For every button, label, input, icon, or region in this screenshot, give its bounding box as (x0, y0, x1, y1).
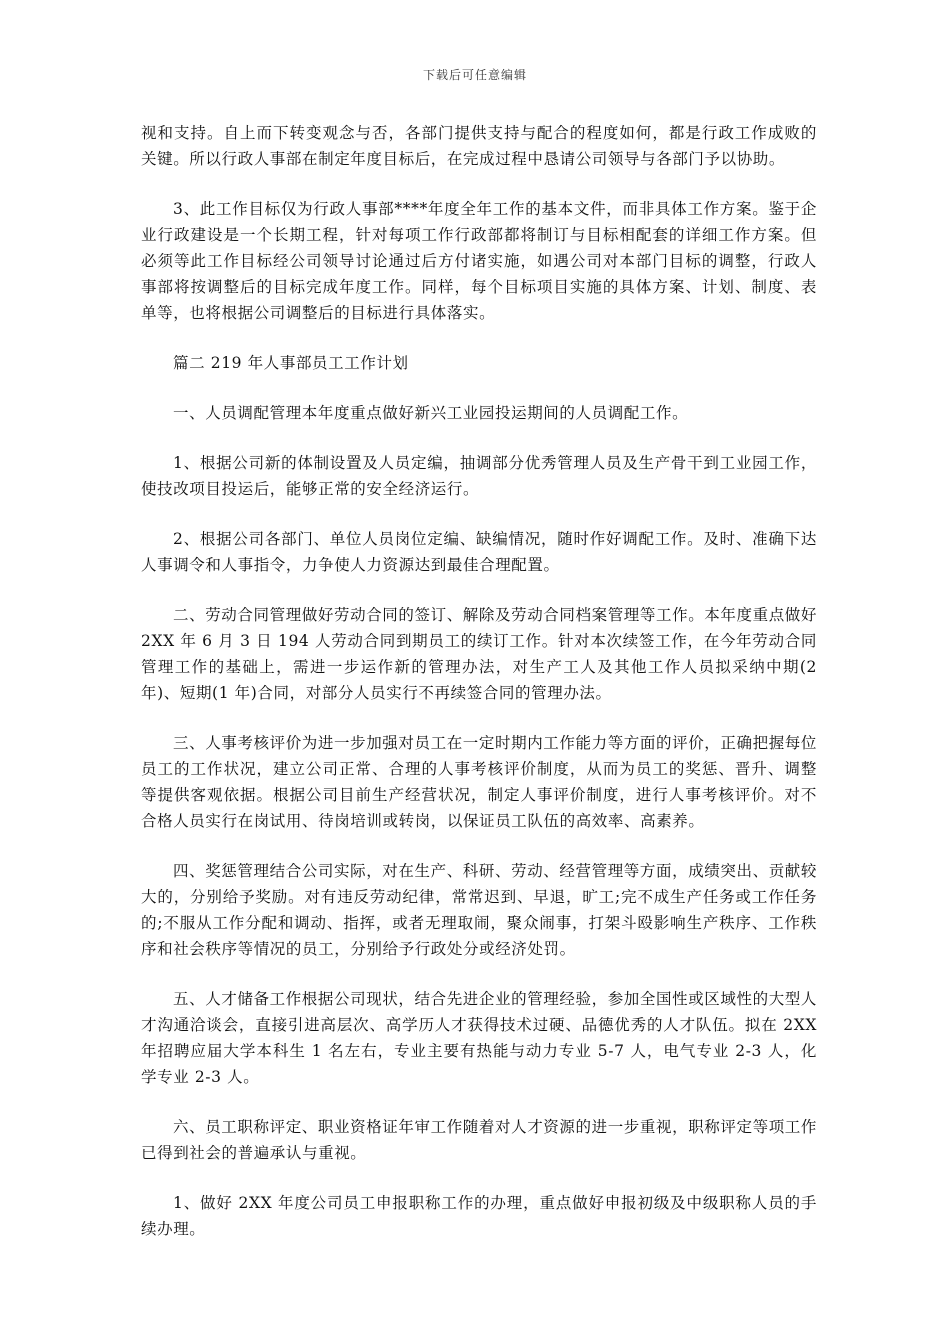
paragraph-allocation-item-2: 2、根据公司各部门、单位人员岗位定编、缺编情况，随时作好调配工作。及时、准确下达人事调令和人事指令，力争使人力资源达到最佳合理配置。 (141, 530, 817, 574)
paragraph-personnel-evaluation: 三、人事考核评价为进一步加强对员工在一定时期内工作能力等方面的评价，正确把握每位员工的工作状况，建立公司正常、合理的人事考核评价制度，从而为员工的奖惩、晋升、调整等提供客观依据。根据公司目前生产经营状况，制定人事评价制度，进行人事考核评价。对不合格人员实行在岗试用、待岗培训或转岗，以保证员工队伍的高效率、高素养。 (141, 734, 818, 830)
paragraph-title-evaluation: 六、员工职称评定、职业资格证年审工作随着对人才资源的进一步重视，职称评定等项工作已得到社会的普遍承认与重视。 (141, 1118, 818, 1162)
section-title: 篇二 219 年人事部员工工作计划 (173, 354, 409, 372)
paragraph-rewards-penalties: 四、奖惩管理结合公司实际，对在生产、科研、劳动、经营管理等方面，成绩突出、贡献较大的，分别给予奖励。对有违反劳动纪律，常常迟到、早退，旷工;完不成生产任务或工作任务的;不服从工作分配和调动、指挥，或者无理取闹，聚众闹事，打架斗殴影响生产秩序、工作秩序和社会秩序等情况的员工，分别给予行政处分或经济处罚。 (141, 862, 818, 958)
page-header: 下载后可任意编辑 (422, 68, 527, 82)
paragraph-continuation: 视和支持。自上而下转变观念与否，各部门提供支持与配合的程度如何，都是行政工作成败的关键。所以行政人事部在制定年度目标后，在完成过程中恳请公司领导与各部门予以协助。 (141, 124, 817, 168)
paragraph-allocation-item-1: 1、根据公司新的体制设置及人员定编，抽调部分优秀管理人员及生产骨干到工业园工作，使技改项目投运后，能够正常的安全经济运行。 (141, 454, 817, 498)
document-body (141, 120, 817, 1266)
paragraph-personnel-allocation: 一、人员调配管理本年度重点做好新兴工业园投运期间的人员调配工作。 (173, 404, 689, 422)
paragraph-talent-reserve: 五、人才储备工作根据公司现状，结合先进企业的管理经验，参加全国性或区域性的大型人才沟通洽谈会，直接引进高层次、高学历人才获得技术过硬、品德优秀的人才队伍。拟在 2XX 年招聘应届大学本科生 1 名左右，专业主要有热能与动力专业 5-7 人，电气专业 2-3 人，化学专业 2-3 人。 (141, 990, 818, 1086)
paragraph-item-3: 3、此工作目标仅为行政人事部****年度全年工作的基本文件，而非具体工作方案。鉴于企业行政建设是一个长期工程，针对每项工作行政部都将制订与目标相配套的详细工作方案。但必须等此工作目标经公司领导讨论通过后方付诸实施，如遇公司对本部门目标的调整，行政人事部将按调整后的目标完成年度工作。同样，每个目标项目实施的具体方案、计划、制度、表单等，也将根据公司调整后的目标进行具体落实。 (141, 200, 817, 322)
paragraph-title-item-1: 1、做好 2XX 年度公司员工申报职称工作的办理，重点做好申报初级及中级职称人员的手续办理。 (141, 1194, 817, 1238)
paragraph-labor-contract: 二、劳动合同管理做好劳动合同的签订、解除及劳动合同档案管理等工作。本年度重点做好 2XX 年 6 月 3 日 194 人劳动合同到期员工的续订工作。针对本次续签工作，在今年劳动合同管理工作的基础上，需进一步运作新的管理办法，对生产工人及其他工作人员拟采纳中期(2 年)、短期(1 年)合同，对部分人员实行不再续签合同的管理办法。 (141, 606, 818, 702)
